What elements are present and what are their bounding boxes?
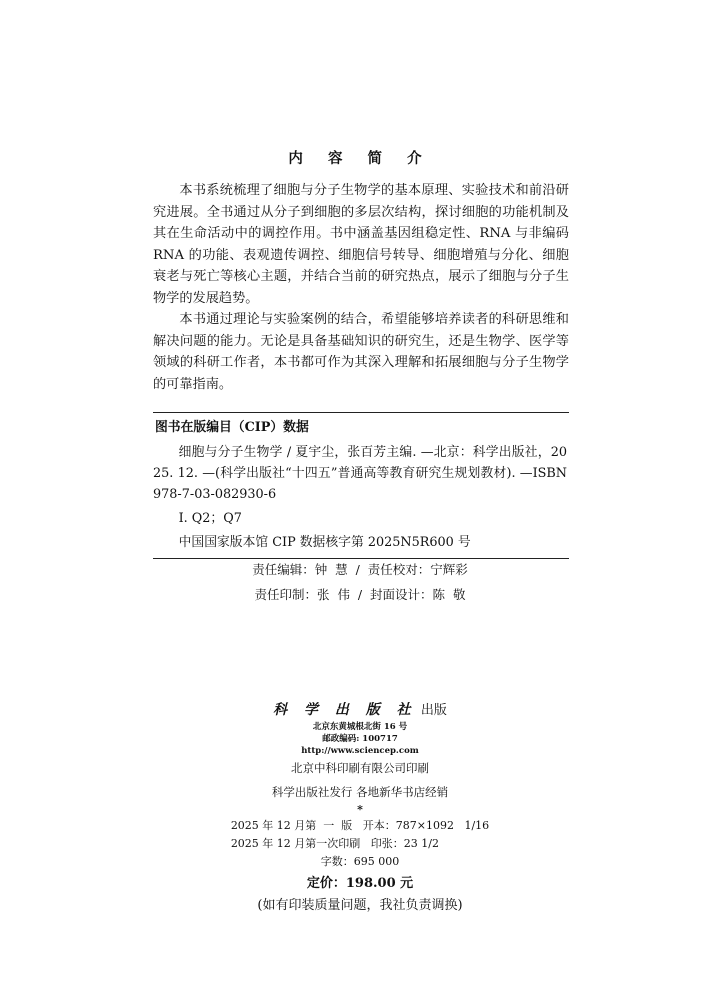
- summary-section: [153, 180, 569, 395]
- price: 定价：198.00 元: [306, 876, 414, 891]
- publisher-block: [0, 700, 720, 917]
- summary-title: 内 容 简 介: [288, 150, 432, 167]
- cip-check-number: 中国国家版本馆 CIP 数据核字第 2025N5R600 号: [178, 535, 471, 550]
- editors-line-1: 责任编辑：钟 慧 / 责任校对：宁辉彩: [252, 562, 468, 577]
- cip-classification: Ⅰ. Q2；Q7: [178, 511, 242, 526]
- print-specs: [0, 817, 720, 871]
- publisher-postcode: 邮政编码: 100717: [322, 734, 398, 744]
- cip-title: 图书在版编目（CIP）数据: [155, 420, 309, 435]
- cip-body: 细胞与分子生物学 / 夏宇尘，张百芳主编. —北京：科学出版社，2025. 12. —(科学出版社“十四五”普通高等教育研究生规划教材). —ISBN 978-7-03-082930-6: [153, 445, 567, 502]
- spec-sheets: 印张：23 1/2: [370, 837, 439, 850]
- printer: 北京中科印刷有限公司印刷: [291, 761, 429, 775]
- publisher-url: http://www.sciencep.com: [301, 746, 419, 756]
- spec-grid: [231, 817, 489, 871]
- cip-block: [153, 412, 569, 559]
- publisher-address: 北京东黄城根北街 16 号: [312, 722, 408, 732]
- publisher-name: 科 学 出 版 社: [273, 702, 417, 718]
- editors-line-2: 责任印制：张 伟 / 封面设计：陈 敬: [254, 587, 466, 602]
- quality-note: (如有印装质量问题，我社负责调换): [257, 898, 463, 913]
- publisher-line: [0, 700, 720, 721]
- summary-paragraph-1: 本书系统梳理了细胞与分子生物学的基本原理、实验技术和前沿研究进展。全书通过从分子到细胞的多层次结构，探讨细胞的功能机制及其在生命活动中的调控作用。书中涵盖基因组稳定性、RNA 与非编码 RNA 的功能、表观遗传调控、细胞信号转导、细胞增殖与分化、细胞衰老与死亡等核心主题，并结合当前的研究热点，展示了细胞与分子生物学的发展趋势。: [153, 183, 569, 306]
- spec-edition: 2025 年 12 月第 一 版: [230, 819, 353, 832]
- summary-paragraph-2: 本书通过理论与实验案例的结合，希望能够培养读者的科研思维和解决问题的能力。无论是具备基础知识的研究生，还是生物学、医学等领域的科研工作者，本书都可作为其深入理解和拓展细胞与分子生物学的可靠指南。: [153, 312, 569, 392]
- editors-block: [0, 557, 720, 607]
- separator-star: *: [357, 803, 363, 816]
- spec-printing: 2025 年 12 月第一次印刷: [230, 837, 361, 850]
- spec-format: 开本：787×1092 1/16: [362, 819, 490, 832]
- spec-words: 字数：695 000: [320, 855, 400, 868]
- distribution: 科学出版社发行 各地新华书店经销: [271, 785, 449, 799]
- publisher-suffix: 出版: [420, 703, 447, 718]
